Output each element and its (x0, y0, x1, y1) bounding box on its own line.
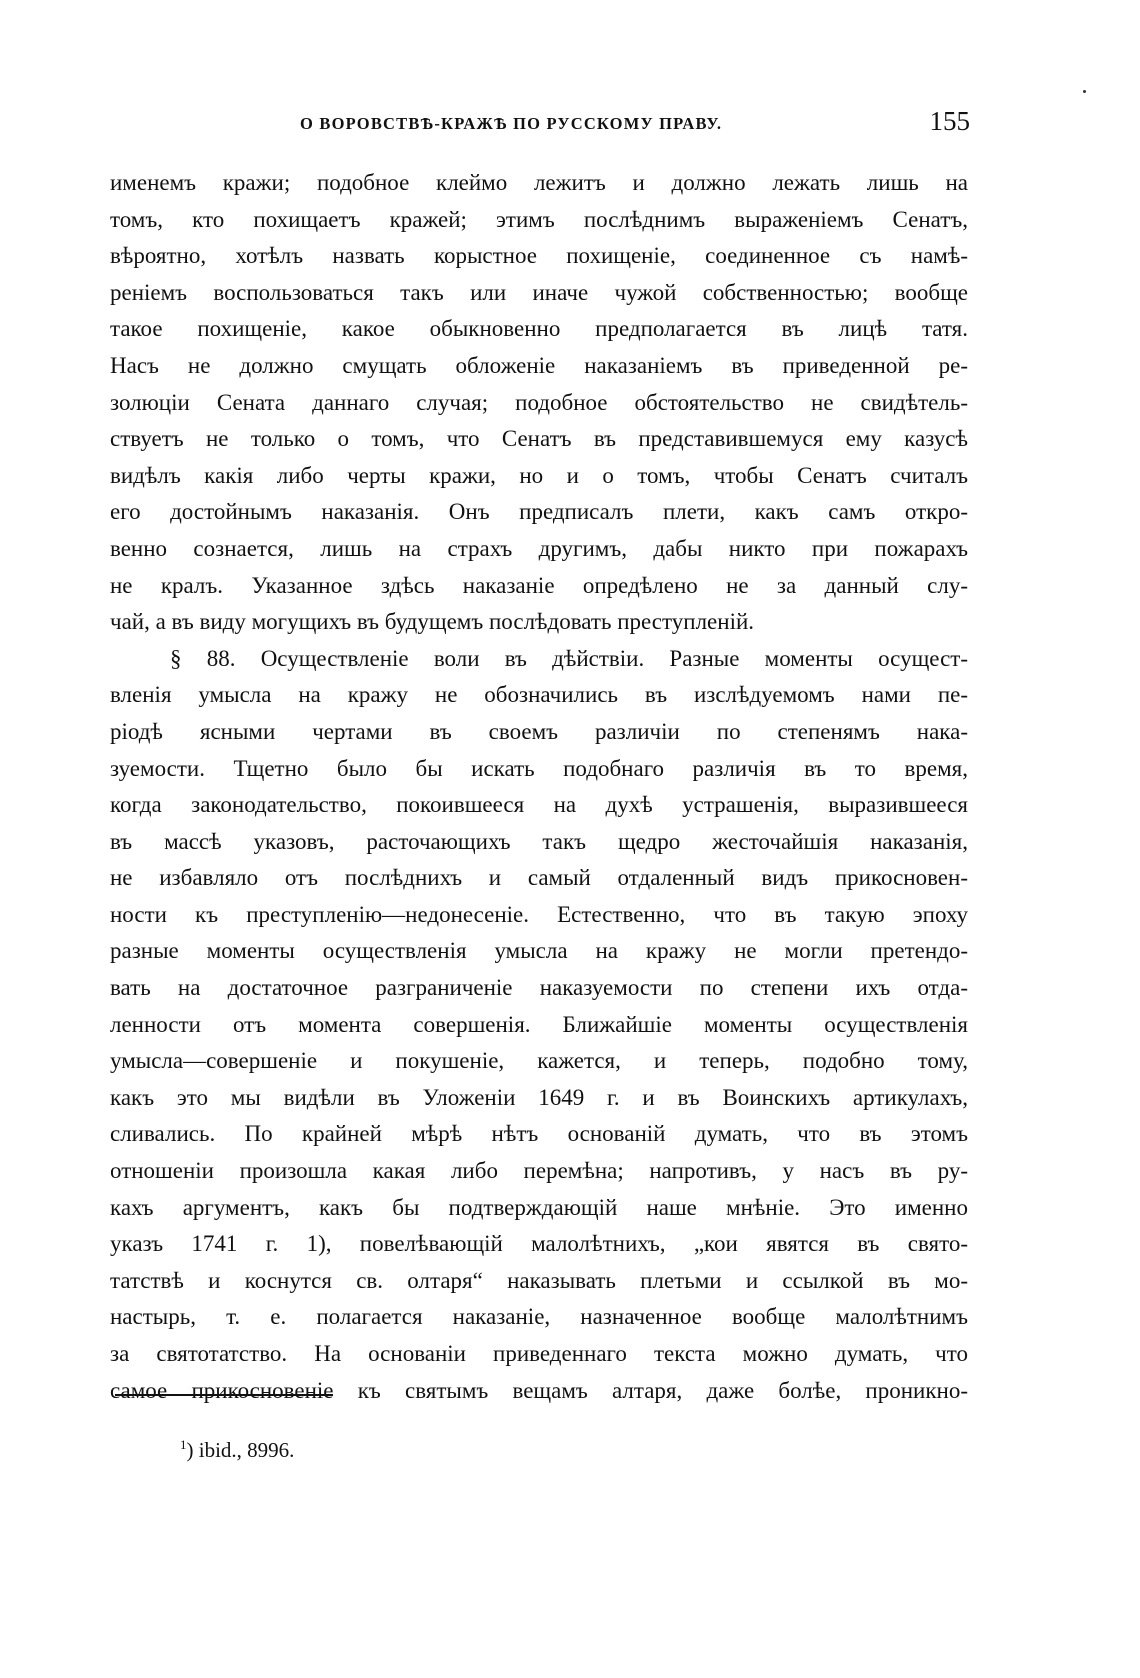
text-line: вѣроятно, хотѣлъ назвать корыстное похищеніе, соединенное съ намѣ- (110, 243, 968, 269)
text-line: венно сознается, лишь на страхъ другимъ, дабы никто при пожарахъ (110, 535, 968, 561)
text-line: за святотатство. На основаніи приведеннаго текста можно думать, что (110, 1341, 968, 1366)
text-line: именемъ кражи; подобное клеймо лежитъ и должно лежать лишь на (110, 170, 968, 195)
text-line: ствуетъ не только о томъ, что Сенатъ въ представившемуся ему казусѣ (110, 426, 968, 452)
text-line: кахъ аргументъ, какъ бы подтверждающій наше мнѣніе. Это именно (110, 1194, 968, 1220)
text-line: когда законодательство, покоившееся на духѣ устрашенія, выразившееся (110, 792, 968, 818)
text-line: золюціи Сената даннаго случая; подобное обстоятельство не свидѣтель- (110, 389, 968, 415)
text-line: самое прикосновеніе къ святымъ вещамъ алтаря, даже болѣе, проникно- (110, 1377, 968, 1403)
text-line: Насъ не должно смущать обложеніе наказаніемъ въ приведенной ре- (110, 352, 968, 378)
footnote-text: ) ibid., 8996. (186, 1438, 295, 1462)
text-line: томъ, кто похищаетъ кражей; этимъ послѣднимъ выраженіемъ Сенатъ, (110, 206, 968, 232)
text-line: не кралъ. Указанное здѣсь наказаніе опредѣлено не за данный слу- (110, 572, 968, 598)
text-line: вленія умысла на кражу не обозначились въ изслѣдуемомъ нами пе- (110, 682, 968, 708)
body-text (110, 165, 968, 1409)
text-line: указъ 1741 г. 1), повелѣвающій малолѣтнихъ, „кои явятся въ свято- (110, 1231, 968, 1257)
text-line: ленности отъ момента совершенія. Ближайшіе моменты осуществленія (110, 1011, 968, 1037)
text-line: такое похищеніе, какое обыкновенно предполагается въ лицѣ татя. (110, 316, 968, 342)
margin-speck (1083, 90, 1086, 93)
text-line: ности къ преступленію—недонесеніе. Естественно, что въ такую эпоху (110, 901, 968, 927)
text-line: сливались. По крайней мѣрѣ нѣтъ основаній думать, что въ этомъ (110, 1121, 968, 1147)
footnote-rule (115, 1394, 333, 1396)
text-line: не избавляло отъ послѣднихъ и самый отдаленный видъ прикосновен- (110, 865, 968, 891)
running-title: О ВОРОВСТВѢ-КРАЖѢ ПО РУССКОМУ ПРАВУ. (300, 114, 723, 133)
text-line: его достойнымъ наказанія. Онъ предписалъ плети, какъ самъ откро- (110, 499, 968, 525)
page-number: 155 (929, 106, 970, 136)
text-line: ріодѣ ясными чертами въ своемъ различіи по степенямъ нака- (110, 718, 968, 744)
text-line: разные моменты осуществленія умысла на кражу не могли претендо- (110, 938, 968, 964)
paragraph-end-line: чай, а въ виду могущихъ въ будущемъ послѣдовать преступленій. (110, 609, 755, 635)
page-header (300, 106, 970, 146)
text-line: зуемости. Тщетно было бы искать подобнаго различія въ то время, (110, 755, 968, 781)
section-heading-line: § 88. Осуществленіе воли въ дѣйствіи. Разные моменты осущест- (170, 645, 968, 671)
text-line: видѣлъ какія либо черты кражи, но и о томъ, чтобы Сенатъ считалъ (110, 462, 968, 488)
text-line: отношеніи произошла какая либо перемѣна; напротивъ, у насъ въ ру- (110, 1158, 968, 1184)
text-line: какъ это мы видѣли въ Уложеніи 1649 г. и въ Воинскихъ артикулахъ, (110, 1084, 968, 1110)
text-line: умысла—совершеніе и покушеніе, кажется, и теперь, подобно тому, (110, 1048, 968, 1074)
footnote-marker: 1 (180, 1437, 187, 1452)
text-line: въ массѣ указовъ, расточающихъ такъ щедро жесточайшія наказанія, (110, 828, 968, 854)
text-line: вать на достаточное разграниченіе наказуемости по степени ихъ отда- (110, 975, 968, 1001)
text-line: реніемъ воспользоваться такъ или иначе чужой собственностью; вообще (110, 279, 968, 305)
footnote (180, 1437, 294, 1463)
text-line: татствѣ и коснутся св. олтаря“ наказывать плетьми и ссылкой въ мо- (110, 1267, 968, 1293)
text-line: настырь, т. е. полагается наказаніе, назначенное вообще малолѣтнимъ (110, 1304, 968, 1330)
